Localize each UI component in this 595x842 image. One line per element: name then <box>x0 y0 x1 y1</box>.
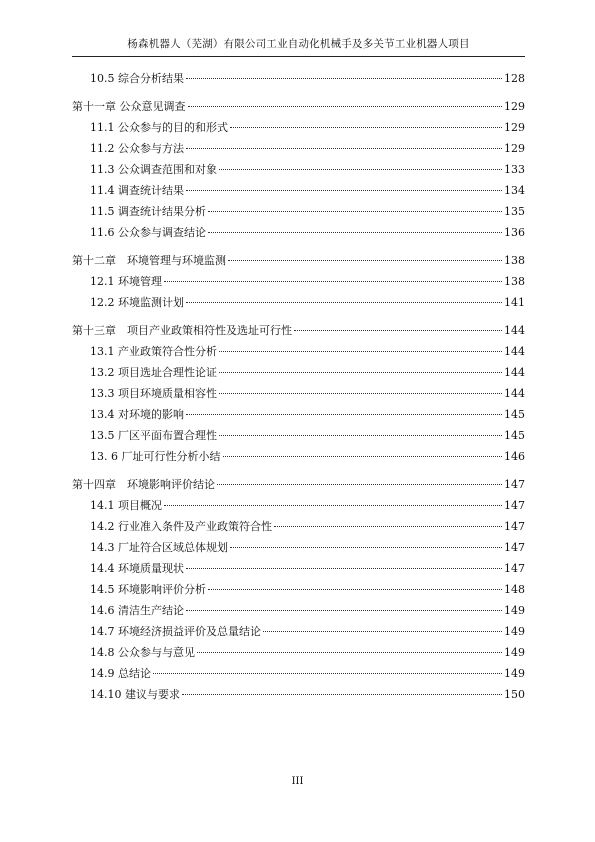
toc-entry-page: 134 <box>504 184 525 197</box>
toc-entry-title: 12.1 环境管理 <box>90 275 162 288</box>
toc-chapter-entry[interactable] <box>72 250 525 271</box>
header-rule <box>72 56 525 57</box>
toc-entry-title: 第十三章 项目产业政策相符性及选址可行性 <box>72 324 292 337</box>
toc-section-entry[interactable] <box>72 425 525 446</box>
toc-entry-page: 148 <box>504 583 525 596</box>
toc-section-entry[interactable] <box>72 446 525 467</box>
dot-leader <box>182 693 502 695</box>
dot-leader <box>219 434 502 436</box>
toc-entry-page: 144 <box>504 387 525 400</box>
toc-chapter-entry[interactable] <box>72 96 525 117</box>
toc-entry-page: 147 <box>504 541 525 554</box>
toc-section-entry[interactable] <box>72 362 525 383</box>
dot-leader <box>263 630 502 632</box>
toc-entry-page: 149 <box>504 625 525 638</box>
dot-leader <box>219 392 502 394</box>
toc-chapter-entry[interactable] <box>72 320 525 341</box>
toc-entry-title: 14.6 清洁生产结论 <box>90 604 184 617</box>
dot-leader <box>230 546 502 548</box>
dot-leader <box>228 259 502 261</box>
toc-entry-title: 14.1 项目概况 <box>90 499 162 512</box>
toc-entry-page: 138 <box>504 275 525 288</box>
toc-entry-title: 第十一章 公众意见调查 <box>72 100 186 113</box>
dot-leader <box>186 567 502 569</box>
toc-entry-title: 13.5 厂区平面布置合理性 <box>90 429 217 442</box>
toc-entry-title: 13.4 对环境的影响 <box>90 408 184 421</box>
toc-entry-page: 149 <box>504 604 525 617</box>
toc-section-entry[interactable] <box>72 271 525 292</box>
dot-leader <box>153 672 502 674</box>
toc-entry-title: 14.5 环境影响评价分析 <box>90 583 206 596</box>
toc-section-entry[interactable] <box>72 222 525 243</box>
dot-leader <box>186 413 502 415</box>
toc-section-entry[interactable] <box>72 180 525 201</box>
toc-entry-title: 14.10 建议与要求 <box>90 688 180 701</box>
toc-section-entry[interactable] <box>72 404 525 425</box>
toc-entry-page: 146 <box>504 450 525 463</box>
toc-entry-page: 144 <box>504 366 525 379</box>
toc-section-entry[interactable] <box>72 117 525 138</box>
dot-leader <box>230 126 502 128</box>
dot-leader <box>164 280 502 282</box>
dot-leader <box>164 504 502 506</box>
toc-entry-page: 147 <box>504 499 525 512</box>
toc-entry-page: 129 <box>504 142 525 155</box>
page-header: 杨森机器人（芜湖）有限公司工业自动化机械手及多关节工业机器人项目 <box>127 38 470 50</box>
toc-entry-title: 11.4 调查统计结果 <box>90 184 184 197</box>
page-number: III <box>291 776 304 787</box>
toc-section-entry[interactable] <box>72 341 525 362</box>
dot-leader <box>219 350 502 352</box>
toc-section-entry[interactable] <box>72 159 525 180</box>
toc-section-entry[interactable] <box>72 537 525 558</box>
toc-entry-page: 144 <box>504 324 525 337</box>
dot-leader <box>186 609 502 611</box>
toc-entry-page: 150 <box>504 688 525 701</box>
toc-entry-title: 14.2 行业准入条件及产业政策符合性 <box>90 520 272 533</box>
toc-entry-title: 11.6 公众参与调查结论 <box>90 226 206 239</box>
toc-entry-page: 133 <box>504 163 525 176</box>
toc-entry-title: 14.9 总结论 <box>90 667 151 680</box>
toc-entry-title: 11.1 公众参与的目的和形式 <box>90 121 228 134</box>
toc-entry-title: 第十四章 环境影响评价结论 <box>72 478 215 491</box>
toc-entry-page: 149 <box>504 646 525 659</box>
toc-entry-page: 144 <box>504 345 525 358</box>
toc-entry-title: 14.4 环境质量现状 <box>90 562 184 575</box>
dot-leader <box>197 651 502 653</box>
toc-entry-page: 149 <box>504 667 525 680</box>
dot-leader <box>219 168 502 170</box>
toc-section-entry[interactable] <box>72 600 525 621</box>
toc-section-entry[interactable] <box>72 684 525 705</box>
toc-entry-title: 12.2 环境监测计划 <box>90 296 184 309</box>
toc-section-entry[interactable] <box>72 68 525 89</box>
dot-leader <box>219 371 502 373</box>
toc-entry-title: 11.2 公众参与方法 <box>90 142 184 155</box>
dot-leader <box>274 525 502 527</box>
dot-leader <box>188 105 503 107</box>
toc-section-entry[interactable] <box>72 516 525 537</box>
toc-entry-title: 第十二章 环境管理与环境监测 <box>72 254 226 267</box>
dot-leader <box>208 210 502 212</box>
toc-section-entry[interactable] <box>72 292 525 313</box>
toc-section-entry[interactable] <box>72 621 525 642</box>
dot-leader <box>186 301 502 303</box>
toc-entry-title: 11.3 公众调查范围和对象 <box>90 163 217 176</box>
dot-leader <box>186 147 502 149</box>
toc-section-entry[interactable] <box>72 558 525 579</box>
dot-leader <box>186 77 502 79</box>
toc-section-entry[interactable] <box>72 201 525 222</box>
toc-entry-page: 145 <box>504 408 525 421</box>
toc-entry-title: 13.1 产业政策符合性分析 <box>90 345 217 358</box>
toc-section-entry[interactable] <box>72 579 525 600</box>
toc-entry-page: 128 <box>504 72 525 85</box>
toc-section-entry[interactable] <box>72 663 525 684</box>
toc-entry-title: 13. 6 厂址可行性分析小结 <box>90 450 221 463</box>
toc-entry-title: 13.2 项目选址合理性论证 <box>90 366 217 379</box>
toc-entry-title: 11.5 调查统计结果分析 <box>90 205 206 218</box>
toc-entry-page: 135 <box>504 205 525 218</box>
toc-entry-title: 14.8 公众参与与意见 <box>90 646 195 659</box>
dot-leader <box>223 455 503 457</box>
toc-entry-title: 14.7 环境经济损益评价及总量结论 <box>90 625 261 638</box>
toc-entry-title: 10.5 综合分析结果 <box>90 72 184 85</box>
dot-leader <box>208 231 502 233</box>
toc-entry-page: 141 <box>504 296 525 309</box>
toc-entry-page: 147 <box>504 478 525 491</box>
toc-section-entry[interactable] <box>72 495 525 516</box>
toc-entry-title: 14.3 厂址符合区域总体规划 <box>90 541 228 554</box>
toc-entry-page: 129 <box>504 100 525 113</box>
toc-entry-title: 13.3 项目环境质量相容性 <box>90 387 217 400</box>
toc-chapter-entry[interactable] <box>72 474 525 495</box>
dot-leader <box>294 329 502 331</box>
toc-entry-page: 147 <box>504 562 525 575</box>
dot-leader <box>217 483 502 485</box>
dot-leader <box>208 588 502 590</box>
toc-entry-page: 129 <box>504 121 525 134</box>
dot-leader <box>186 189 502 191</box>
toc-section-entry[interactable] <box>72 138 525 159</box>
toc-entry-page: 145 <box>504 429 525 442</box>
table-of-contents <box>72 68 525 705</box>
toc-entry-page: 136 <box>504 226 525 239</box>
toc-entry-page: 138 <box>504 254 525 267</box>
toc-section-entry[interactable] <box>72 383 525 404</box>
toc-section-entry[interactable] <box>72 642 525 663</box>
toc-entry-page: 147 <box>504 520 525 533</box>
